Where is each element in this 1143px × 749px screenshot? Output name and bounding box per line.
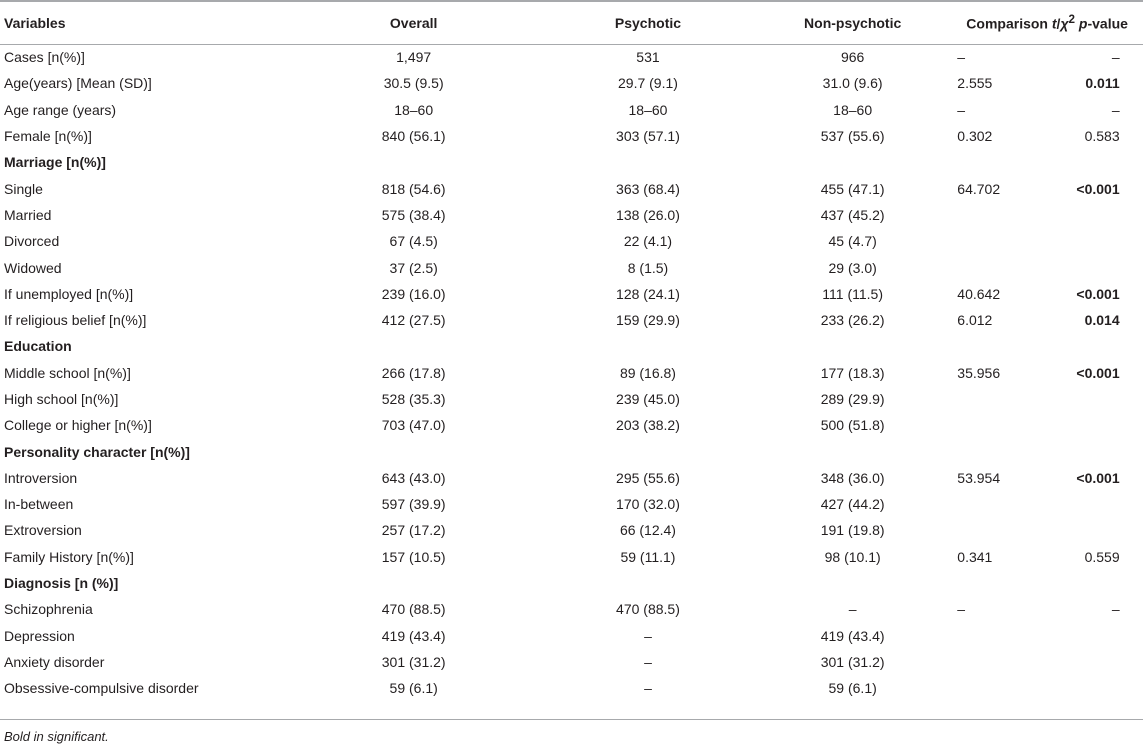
- cell-p-value: [1048, 544, 1143, 570]
- table-row: [0, 44, 1143, 70]
- header-non-psychotic: Non-psychotic: [753, 2, 952, 44]
- cell-non-psychotic: 18–60: [833, 101, 873, 118]
- cell-variable: Depression: [4, 627, 75, 644]
- table-row: [0, 97, 1143, 123]
- table-row: [0, 596, 1143, 622]
- cell-overall: 412 (27.5): [381, 312, 446, 329]
- cell-statistic: 6.012: [957, 312, 993, 329]
- header-comparison-p: p: [1078, 16, 1088, 33]
- cell-variable: In-between: [4, 496, 74, 513]
- p-value-text: –: [1111, 601, 1120, 618]
- cell-variable: High school [n(%)]: [4, 391, 119, 407]
- cell-overall: [284, 333, 543, 359]
- cell-psychotic: 170 (32.0): [616, 496, 680, 513]
- p-value-text: <0.001: [1076, 469, 1120, 486]
- cell-statistic: 0.302: [957, 128, 993, 145]
- cell-psychotic: 29.7 (9.1): [618, 75, 678, 92]
- cell-overall: 257 (17.2): [381, 522, 446, 539]
- cell-psychotic: 470 (88.5): [616, 601, 680, 618]
- cell-p-value: [1048, 44, 1143, 70]
- cell-statistic: 40.642: [957, 285, 1001, 302]
- cell-overall: 703 (47.0): [381, 417, 446, 434]
- cell-overall: 528 (35.3): [381, 391, 446, 407]
- cell-variable: Schizophrenia: [4, 601, 93, 618]
- cell-variable: Cases [n(%)]: [4, 49, 85, 66]
- cell-statistic: [952, 386, 1047, 412]
- header-variables: Variables: [0, 2, 284, 44]
- cell-p-value: [1048, 97, 1143, 123]
- header-comparison-suffix: -value: [1087, 16, 1128, 33]
- cell-non-psychotic: 348 (36.0): [820, 469, 885, 486]
- cell-non-psychotic: 455 (47.1): [820, 180, 885, 197]
- cell-variable: Family History [n(%)]: [4, 548, 134, 565]
- cell-p-value: [1048, 202, 1143, 228]
- cell-psychotic: 128 (24.1): [616, 285, 680, 302]
- table-row: [0, 517, 1143, 543]
- cell-overall: 59 (6.1): [389, 680, 438, 697]
- cell-p-value: [1048, 228, 1143, 254]
- cell-psychotic: 363 (68.4): [616, 180, 680, 197]
- cell-p-value: [1048, 175, 1143, 201]
- cell-psychotic: 8 (1.5): [627, 259, 669, 276]
- cell-p-value: [1048, 254, 1143, 280]
- cell-variable: Diagnosis [n (%)]: [4, 575, 119, 592]
- cell-non-psychotic: 966: [840, 49, 865, 66]
- cell-non-psychotic: 98 (10.1): [824, 548, 881, 565]
- cell-overall: 597 (39.9): [381, 496, 446, 513]
- table-row: [0, 123, 1143, 149]
- cell-variable: Obsessive-compulsive disorder: [4, 680, 199, 697]
- cell-overall: 818 (54.6): [381, 180, 446, 197]
- cell-p-value: [1048, 333, 1143, 359]
- cell-psychotic: [543, 149, 753, 175]
- cell-psychotic: 138 (26.0): [616, 206, 680, 223]
- table-row: [0, 70, 1143, 96]
- cell-overall: 301 (31.2): [381, 653, 446, 670]
- cell-variable: Education: [4, 338, 72, 355]
- header-overall: Overall: [284, 2, 543, 44]
- p-value-text: 0.583: [1084, 128, 1120, 145]
- cell-psychotic: [543, 570, 753, 596]
- cell-statistic: [952, 333, 1047, 359]
- cell-variable: Marriage [n(%)]: [4, 154, 106, 171]
- cell-statistic: 0.341: [957, 548, 993, 565]
- cell-p-value: [1048, 570, 1143, 596]
- cell-p-value: [1048, 70, 1143, 96]
- header-comparison-t: t: [1051, 16, 1057, 33]
- cell-p-value: [1048, 623, 1143, 649]
- cell-overall: [284, 149, 543, 175]
- cell-non-psychotic: 59 (6.1): [828, 680, 877, 697]
- header-comparison-sep: /: [1056, 16, 1061, 33]
- table-row: [0, 360, 1143, 386]
- cell-variable: If unemployed [n(%)]: [4, 285, 134, 302]
- cell-non-psychotic: 301 (31.2): [820, 653, 885, 670]
- cell-variable: Married: [4, 206, 52, 223]
- cell-overall: [284, 570, 543, 596]
- cell-non-psychotic: [753, 438, 952, 464]
- cell-statistic: 2.555: [957, 75, 993, 92]
- cell-p-value: [1048, 438, 1143, 464]
- cell-non-psychotic: 177 (18.3): [820, 364, 885, 381]
- cell-non-psychotic: 437 (45.2): [820, 206, 885, 223]
- cell-statistic: [952, 649, 1047, 675]
- cell-psychotic: 22 (4.1): [623, 233, 673, 250]
- cell-overall: 470 (88.5): [381, 601, 446, 618]
- cell-overall: 1,497: [396, 49, 432, 66]
- cell-overall: 18–60: [394, 101, 434, 118]
- p-value-text: 0.559: [1084, 548, 1120, 565]
- cell-non-psychotic: [753, 149, 952, 175]
- cell-statistic: [952, 254, 1047, 280]
- cell-psychotic: –: [644, 680, 652, 697]
- cell-statistic: –: [957, 101, 966, 118]
- cell-p-value: [1048, 596, 1143, 622]
- cell-statistic: [952, 412, 1047, 438]
- cell-statistic: [952, 675, 1047, 701]
- p-value-text: –: [1111, 49, 1120, 66]
- cell-psychotic: 66 (12.4): [619, 522, 676, 539]
- cell-p-value: [1048, 412, 1143, 438]
- p-value-text: 0.014: [1084, 312, 1120, 329]
- cell-psychotic: 59 (11.1): [620, 548, 676, 565]
- section-row: [0, 570, 1143, 596]
- cell-p-value: [1048, 517, 1143, 543]
- cell-non-psychotic: 31.0 (9.6): [822, 75, 883, 92]
- cell-variable: Middle school [n(%)]: [4, 364, 131, 381]
- cell-overall: 37 (2.5): [389, 259, 438, 276]
- table-row: [0, 254, 1143, 280]
- cell-variable: Female [n(%)]: [4, 128, 92, 145]
- demographics-table: [0, 2, 1143, 701]
- cell-psychotic: 203 (38.2): [616, 417, 680, 434]
- cell-statistic: [952, 149, 1047, 175]
- table-row: [0, 412, 1143, 438]
- cell-variable: Extroversion: [4, 522, 82, 539]
- p-value-text: –: [1111, 101, 1120, 118]
- cell-non-psychotic: 233 (26.2): [820, 312, 885, 329]
- cell-overall: 157 (10.5): [381, 548, 446, 565]
- cell-psychotic: 18–60: [628, 101, 668, 118]
- cell-non-psychotic: 111 (11.5): [822, 285, 883, 302]
- cell-statistic: [952, 438, 1047, 464]
- cell-non-psychotic: 419 (43.4): [820, 627, 885, 644]
- cell-non-psychotic: 427 (44.2): [820, 496, 885, 513]
- cell-statistic: 64.702: [957, 180, 1001, 197]
- cell-statistic: –: [957, 601, 966, 618]
- cell-non-psychotic: 537 (55.6): [820, 128, 885, 145]
- cell-psychotic: –: [644, 653, 652, 670]
- cell-statistic: [952, 202, 1047, 228]
- cell-p-value: [1048, 386, 1143, 412]
- cell-non-psychotic: 500 (51.8): [820, 417, 885, 434]
- cell-non-psychotic: –: [848, 601, 857, 618]
- table-row: [0, 675, 1143, 701]
- table-row: [0, 281, 1143, 307]
- table-body: [0, 44, 1143, 701]
- cell-non-psychotic: 191 (19.8): [820, 522, 885, 539]
- cell-psychotic: –: [644, 627, 652, 644]
- header-row: [0, 2, 1143, 44]
- cell-psychotic: 303 (57.1): [616, 128, 680, 145]
- cell-p-value: [1048, 675, 1143, 701]
- cell-psychotic: 159 (29.9): [616, 312, 680, 329]
- cell-p-value: [1048, 307, 1143, 333]
- cell-p-value: [1048, 649, 1143, 675]
- cell-statistic: [952, 570, 1047, 596]
- cell-p-value: [1048, 491, 1143, 517]
- cell-p-value: [1048, 149, 1143, 175]
- cell-overall: 30.5 (9.5): [383, 75, 444, 92]
- table-footnote: Bold in significant.: [4, 729, 109, 744]
- bottom-rule: [0, 719, 1143, 720]
- cell-psychotic: 239 (45.0): [616, 391, 680, 407]
- table-row: [0, 386, 1143, 412]
- table-row: [0, 623, 1143, 649]
- cell-variable: College or higher [n(%)]: [4, 417, 152, 434]
- cell-non-psychotic: 289 (29.9): [820, 391, 885, 407]
- cell-overall: 266 (17.8): [381, 364, 446, 381]
- header-comparison-sup: 2: [1068, 13, 1076, 27]
- header-psychotic: Psychotic: [543, 2, 753, 44]
- cell-p-value: [1048, 123, 1143, 149]
- cell-psychotic: 89 (16.8): [619, 364, 676, 381]
- cell-p-value: [1048, 360, 1143, 386]
- cell-statistic: [952, 517, 1047, 543]
- cell-variable: Anxiety disorder: [4, 653, 105, 670]
- cell-statistic: [952, 228, 1047, 254]
- section-row: [0, 438, 1143, 464]
- cell-overall: 239 (16.0): [381, 285, 446, 302]
- cell-statistic: 53.954: [957, 469, 1001, 486]
- cell-statistic: –: [957, 49, 966, 66]
- cell-variable: Widowed: [4, 259, 62, 276]
- table-row: [0, 491, 1143, 517]
- cell-psychotic: [543, 438, 753, 464]
- cell-overall: 575 (38.4): [381, 206, 446, 223]
- header-comparison-prefix: Comparison: [966, 16, 1052, 33]
- header-comparison: [952, 2, 1143, 44]
- cell-overall: 840 (56.1): [381, 128, 446, 145]
- section-row: [0, 149, 1143, 175]
- cell-statistic: [952, 491, 1047, 517]
- cell-statistic: 35.956: [957, 364, 1001, 381]
- cell-overall: 419 (43.4): [381, 627, 446, 644]
- cell-psychotic: [543, 333, 753, 359]
- table-row: [0, 307, 1143, 333]
- table-row: [0, 175, 1143, 201]
- cell-overall: [284, 438, 543, 464]
- cell-psychotic: 295 (55.6): [616, 469, 680, 486]
- cell-p-value: [1048, 281, 1143, 307]
- cell-overall: 67 (4.5): [389, 233, 438, 250]
- cell-non-psychotic: [753, 570, 952, 596]
- cell-variable: Age range (years): [4, 101, 117, 118]
- cell-non-psychotic: 45 (4.7): [828, 233, 877, 250]
- table-row: [0, 649, 1143, 675]
- cell-psychotic: 531: [636, 49, 660, 66]
- cell-overall: 643 (43.0): [381, 469, 446, 486]
- cell-non-psychotic: 29 (3.0): [828, 259, 877, 276]
- table-row: [0, 544, 1143, 570]
- cell-statistic: [952, 623, 1047, 649]
- cell-variable: If religious belief [n(%)]: [4, 312, 147, 329]
- p-value-text: <0.001: [1076, 180, 1120, 197]
- p-value-text: <0.001: [1076, 364, 1120, 381]
- p-value-text: 0.011: [1085, 75, 1120, 92]
- cell-variable: Single: [4, 180, 43, 197]
- header-comparison-chi: χ: [1060, 16, 1069, 33]
- cell-variable: Introversion: [4, 469, 78, 486]
- p-value-text: <0.001: [1076, 285, 1120, 302]
- table-row: [0, 228, 1143, 254]
- cell-variable: Age(years) [Mean (SD)]: [4, 75, 152, 92]
- cell-non-psychotic: [753, 333, 952, 359]
- table-row: [0, 465, 1143, 491]
- section-row: [0, 333, 1143, 359]
- cell-variable: Personality character [n(%)]: [4, 443, 190, 460]
- table-row: [0, 202, 1143, 228]
- cell-variable: Divorced: [4, 233, 60, 250]
- cell-p-value: [1048, 465, 1143, 491]
